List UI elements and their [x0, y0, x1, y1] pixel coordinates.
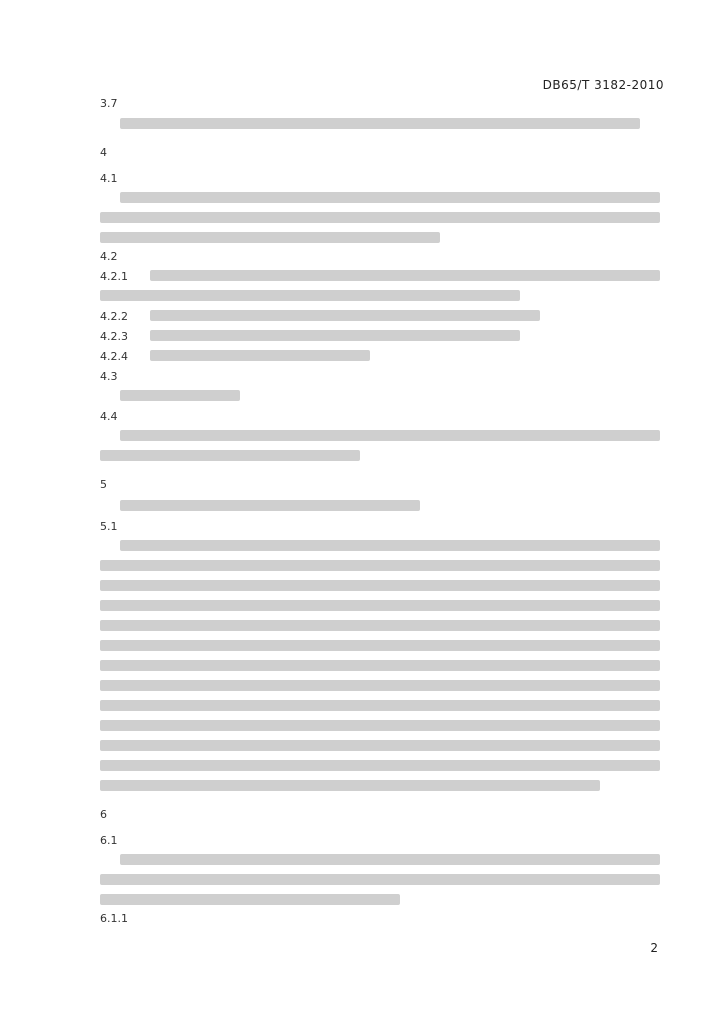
- section-4-2-4: 4.2.4: [100, 350, 128, 363]
- blank-text-line: [100, 232, 440, 243]
- section-4-2-3: 4.2.3: [100, 330, 128, 343]
- blank-text-line: [120, 390, 240, 401]
- blank-text-line: [100, 780, 600, 791]
- blank-text-line: [100, 740, 660, 751]
- section-4: 4: [100, 146, 107, 159]
- section-4-1: 4.1: [100, 172, 118, 185]
- blank-text-line: [100, 560, 660, 571]
- blank-text-line: [150, 270, 660, 281]
- blank-text-line: [100, 660, 660, 671]
- blank-text-line: [100, 620, 660, 631]
- standard-code: DB65/T 3182-2010: [542, 78, 664, 92]
- blank-text-line: [100, 874, 660, 885]
- section-6-1-1: 6.1.1: [100, 912, 128, 925]
- section-3-7: 3.7: [100, 97, 118, 110]
- blank-text-line: [120, 854, 660, 865]
- section-4-2-1: 4.2.1: [100, 270, 128, 283]
- blank-text-line: [120, 118, 640, 129]
- blank-text-line: [100, 700, 660, 711]
- blank-text-line: [120, 500, 420, 511]
- blank-text-line: [100, 760, 660, 771]
- blank-text-line: [120, 540, 660, 551]
- blank-text-line: [100, 600, 660, 611]
- blank-text-line: [100, 720, 660, 731]
- blank-text-line: [100, 290, 520, 301]
- section-6-1: 6.1: [100, 834, 118, 847]
- blank-text-line: [150, 310, 540, 321]
- blank-text-line: [100, 640, 660, 651]
- section-4-2-2: 4.2.2: [100, 310, 128, 323]
- blank-text-line: [120, 192, 660, 203]
- blank-text-line: [120, 430, 660, 441]
- blank-text-line: [100, 212, 660, 223]
- section-5: 5: [100, 478, 107, 491]
- page-number: 2: [650, 941, 658, 955]
- blank-text-line: [100, 680, 660, 691]
- section-4-3: 4.3: [100, 370, 118, 383]
- blank-text-line: [100, 580, 660, 591]
- blank-text-line: [150, 330, 520, 341]
- section-4-4: 4.4: [100, 410, 118, 423]
- section-5-1: 5.1: [100, 520, 118, 533]
- blank-text-line: [100, 894, 400, 905]
- blank-text-line: [100, 450, 360, 461]
- blank-text-line: [150, 350, 370, 361]
- section-4-2: 4.2: [100, 250, 118, 263]
- section-6: 6: [100, 808, 107, 821]
